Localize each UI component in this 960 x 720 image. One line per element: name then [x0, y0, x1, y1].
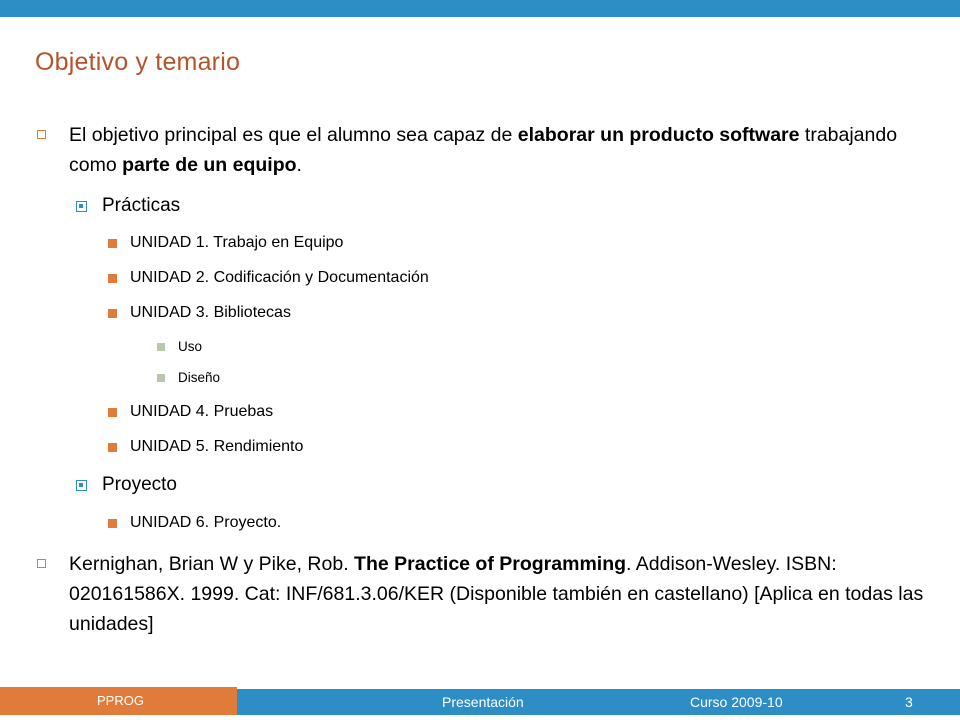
top-accent-bar — [0, 0, 960, 17]
filled-square-bullet-icon — [108, 309, 117, 318]
footer-course-code: PPROG — [97, 693, 144, 708]
unit-label: UNIDAD 1. Trabajo en Equipo — [130, 234, 344, 251]
objective-text: El objetivo principal es que el alumno sea capaz de elaborar un producto software trabajando como parte de un equipo. — [69, 124, 898, 176]
filled-square-bullet-icon — [108, 274, 117, 283]
filled-square-bullet-icon — [108, 408, 117, 417]
boxed-square-bullet-icon — [76, 480, 87, 491]
small-square-bullet-icon — [157, 374, 165, 382]
footer-course-year: Curso 2009-10 — [690, 694, 783, 710]
practicas-label: Prácticas — [102, 195, 181, 216]
page-number: 3 — [905, 694, 913, 710]
unit-label: UNIDAD 3. Bibliotecas — [130, 304, 291, 321]
filled-square-bullet-icon — [108, 519, 117, 528]
slide-title: Objetivo y temario — [35, 48, 241, 76]
footer-left-panel — [0, 687, 237, 715]
unit-label: UNIDAD 4. Pruebas — [130, 403, 274, 420]
footer-section: Presentación — [442, 694, 524, 710]
boxed-square-bullet-icon — [76, 201, 87, 212]
filled-square-bullet-icon — [108, 443, 117, 452]
hollow-square-bullet-icon — [37, 559, 46, 568]
unit-label: UNIDAD 2. Codificación y Documentación — [130, 269, 429, 286]
reference-text: Kernighan, Brian W y Pike, Rob. The Practice of Programming. Addison-Wesley. ISBN: 020161586X. 1999. Cat: INF/681.3.06/KER (Disponible también en castellano) [Aplica en todas las unidades] — [69, 553, 924, 635]
subunit-label: Uso — [178, 339, 203, 354]
proyecto-label: Proyecto — [102, 474, 177, 495]
footer-right-panel — [237, 689, 960, 715]
hollow-square-bullet-icon — [37, 130, 46, 139]
filled-square-bullet-icon — [108, 239, 117, 248]
unit-label: UNIDAD 5. Rendimiento — [130, 438, 304, 455]
unit-label: UNIDAD 6. Proyecto. — [130, 514, 282, 531]
subunit-label: Diseño — [178, 370, 221, 385]
small-square-bullet-icon — [157, 343, 165, 351]
